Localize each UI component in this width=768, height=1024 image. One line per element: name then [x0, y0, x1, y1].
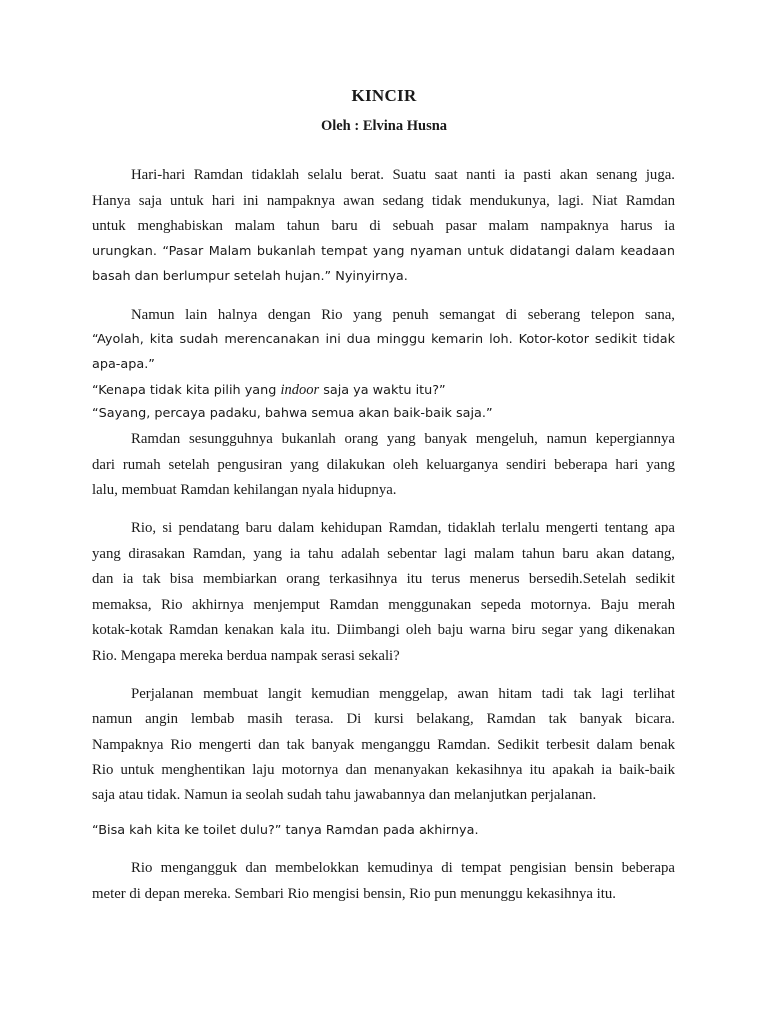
story-title: KINCIR — [351, 86, 417, 105]
paragraph-6-line-2: yang dirasakan Ramdan, yang ia tahu adalah sebentar lagi malam tahun baru akan datang, — [92, 546, 675, 562]
paragraph-2-line-3: apa-apa.” — [92, 357, 155, 372]
story-author: Oleh : Elvina Husna — [320, 118, 448, 134]
paragraph-2-line-2: “Ayolah, kita sudah merencanakan ini dua minggu kemarin loh. Kotor-kotor sedikit tidak — [92, 332, 675, 347]
paragraph-1-line-5: basah dan berlumpur setelah hujan.” Nyinyirnya. — [92, 269, 408, 284]
paragraph-7-line-4: Rio untuk menghentikan laju motornya dan menanyakan kekasihnya itu apakah ia baik-baik — [92, 762, 675, 778]
paragraph-9-line-2: meter di depan mereka. Sembari Rio mengisi bensin, Rio pun menunggu kekasihnya itu. — [92, 886, 616, 902]
paragraph-7-line-2: namun angin lembab masih terasa. Di kursi belakang, Ramdan tak banyak bicara. — [92, 711, 675, 727]
dialogue-line-toilet: “Bisa kah kita ke toilet dulu?” tanya Ramdan pada akhirnya. — [92, 823, 479, 838]
paragraph-7-line-3: Nampaknya Rio mengerti dan tak banyak menganggu Ramdan. Sedikit terbesit dalam benak — [92, 737, 675, 753]
paragraph-6-line-5: kotak-kotak Ramdan kenakan kala itu. Diimbangi oleh baju warna biru segar yang dikenakan — [92, 622, 675, 638]
paragraph-1-line-3: untuk menghabiskan malam tahun baru di sebuah pasar malam nampaknya harus ia — [92, 218, 675, 234]
paragraph-6-line-4: memaksa, Rio akhirnya menjemput Ramdan menggunakan sepeda motornya. Baju merah — [92, 597, 675, 613]
paragraph-1-line-2: Hanya saja untuk hari ini nampaknya awan sedang tidak mendukunya, lagi. Niat Ramdan — [92, 193, 675, 209]
dialogue-indoor-post: saja ya waktu itu?” — [319, 383, 446, 398]
paragraph-2-line-1: Namun lain halnya dengan Rio yang penuh semangat di seberang telepon sana, — [131, 307, 675, 323]
paragraph-6-line-1: Rio, si pendatang baru dalam kehidupan Ramdan, tidaklah terlalu mengerti tentang apa — [131, 520, 675, 536]
paragraph-6-line-3: dan ia tak bisa membiarkan orang terkasihnya itu terus menerus bersedih.Setelah sedikit — [92, 571, 675, 587]
dialogue-line-sayang: “Sayang, percaya padaku, bahwa semua akan baik-baik saja.” — [92, 406, 493, 421]
dialogue-indoor-emphasis: indoor — [280, 382, 320, 398]
paragraph-1-line-4: urungkan. “Pasar Malam bukanlah tempat yang nyaman untuk didatangi dalam keadaan — [92, 244, 675, 259]
paragraph-5-line-1: Ramdan sesungguhnya bukanlah orang yang banyak mengeluh, namun kepergiannya — [131, 431, 675, 447]
paragraph-9-line-1: Rio mengangguk dan membelokkan kemudinya di tempat pengisian bensin beberapa — [131, 860, 675, 876]
paragraph-7-line-5: saja atau tidak. Namun ia seolah sudah tahu jawabannya dan melanjutkan perjalanan. — [92, 787, 597, 803]
paragraph-5-line-3: lalu, membuat Ramdan kehilangan nyala hidupnya. — [92, 482, 397, 498]
paragraph-5-line-2: dari rumah setelah pengusiran yang dilakukan oleh keluarganya sendiri beberapa hari yang — [92, 457, 675, 473]
paragraph-6-line-6: Rio. Mengapa mereka berdua nampak serasi sekali? — [92, 648, 400, 664]
paragraph-7-line-1: Perjalanan membuat langit kemudian menggelap, awan hitam tadi tak lagi terlihat — [131, 686, 675, 702]
paragraph-1-line-1: Hari-hari Ramdan tidaklah selalu berat. Suatu saat nanti ia pasti akan senang juga. — [131, 167, 675, 183]
dialogue-indoor-pre: “Kenapa tidak kita pilih yang — [92, 383, 281, 398]
dialogue-line-indoor — [92, 380, 446, 400]
